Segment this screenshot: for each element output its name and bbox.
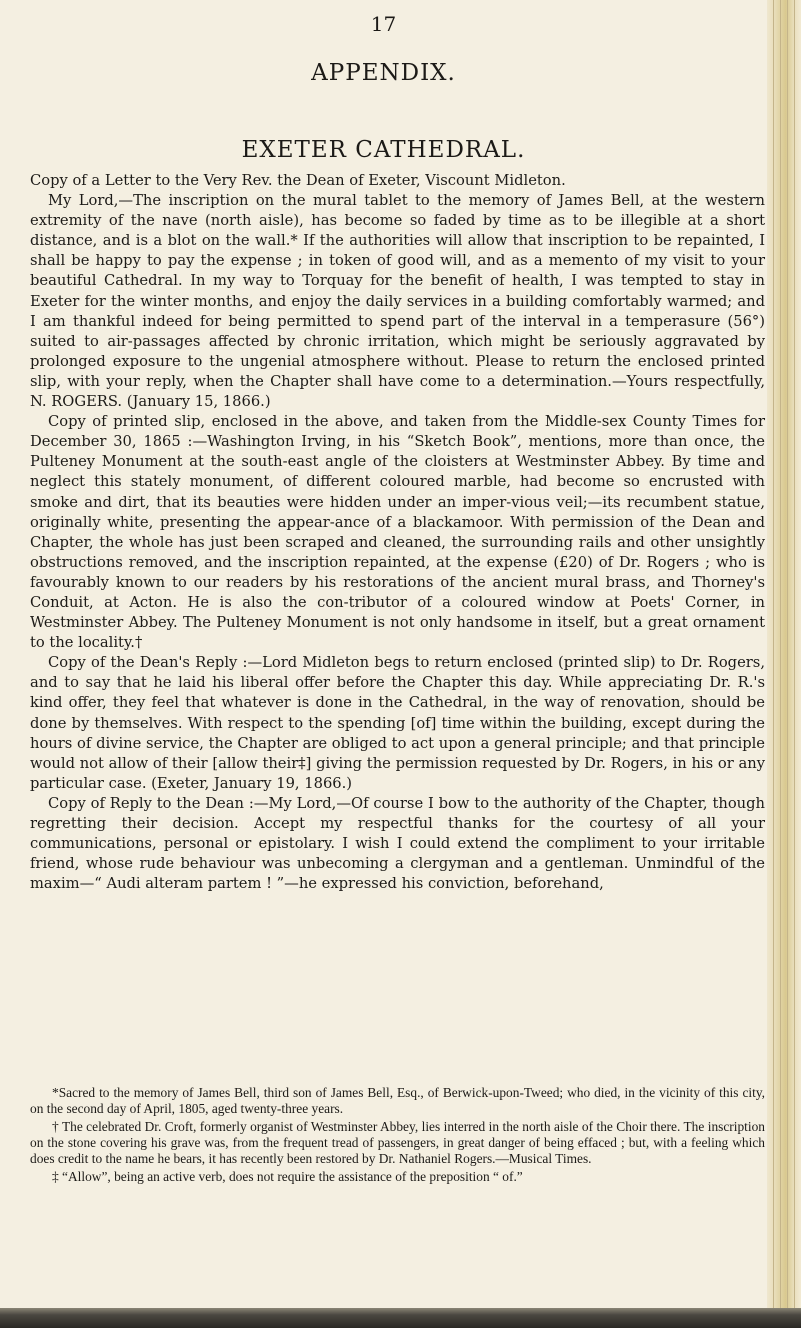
footnote-star: *Sacred to the memory of James Bell, third son of James Bell, Esq., of Berwick-upon-Tweed; who died, in the vicinity of this city, on the second day of April, 1805, aged twenty-three years. (30, 1085, 765, 1116)
page-fold-edge (767, 0, 801, 1328)
paragraph-printed-slip: Copy of printed slip, enclosed in the above, and taken from the Middle-sex County Times for December 30, 1865 :—Washington Irving, in his “Sketch Book”, mentions, more than once, the Pulteney Monument at the south-east angle of the cloisters at Westminster Abbey. By time and neglect this stately monument, of different coloured marble, had become so encrusted with smoke and dirt, that its beauties were hidden under an imper-vious veil;—its recumbent statue, originally white, presenting the appear-ance of a blackamoor. With permission of the Dean and Chapter, the whole has just been scraped and cleaned, the surrounding rails and other unsightly obstructions removed, and the inscription repainted, at the expense (£20) of Dr. Rogers ; who is favourably known to our readers by his restorations of the ancient mural brass, and Thorney's Conduit, at Acton. He is also the con-tributor of a coloured window at Poets' Corner, in Westminster Abbey. The Pulteney Monument is not only handsome in itself, but a great ornament to the locality.† (30, 413, 765, 652)
page-bottom-shadow (0, 1308, 801, 1328)
page-number: 17 (370, 12, 397, 36)
paragraph-letter-heading: Copy of a Letter to the Very Rev. the Dean of Exeter, Viscount Midleton. (30, 172, 566, 189)
body-text (30, 171, 765, 894)
paragraph-dean-reply: Copy of the Dean's Reply :—Lord Midleton begs to return enclosed (printed slip) to Dr. Rogers, and to say that he laid his liberal offer before the Chapter this day. While appreciating Dr. R.'s kind offer, they feel that whatever is done in the Cathedral, in the way of renovation, should be done by themselves. With respect to the spending [of] time within the building, except during the hours of divine service, the Chapter are obliged to act upon a general principle; and that principle would not allow of their [allow their‡] giving the permission requested by Dr. Rogers, in his or any particular case. (Exeter, January 19, 1866.) (30, 654, 765, 792)
footnotes (30, 1085, 765, 1187)
section-title: EXETER CATHEDRAL. (241, 137, 526, 163)
paragraph-reply-to-dean: Copy of Reply to the Dean :—My Lord,—Of course I bow to the authority of the Chapter, though regretting their decision. Accept my respectful thanks for the courtesy of all your communications, personal or epistolary. I wish I could extend the compliment to your irritable friend, whose rude behaviour was unbecoming a clergyman and a gentleman. Unmindful of the maxim—“ Audi alteram partem ! ”—he expressed his conviction, beforehand, (30, 794, 765, 893)
footnote-double-dagger: ‡ “Allow”, being an active verb, does not require the assistance of the preposition “ of.” (52, 1169, 523, 1184)
footnote-dagger: † The celebrated Dr. Croft, formerly organist of Westminster Abbey, lies interred in the north aisle of the Choir there. The inscription on the stone covering his grave was, from the frequent tread of passengers, in great danger of being effaced ; but, with a feeling which does credit to the name he bears, it has recently been restored by Dr. Nathaniel Rogers.—Musical Times. (30, 1119, 765, 1166)
appendix-heading: APPENDIX. (311, 60, 456, 86)
paragraph-letter: My Lord,—The inscription on the mural tablet to the memory of James Bell, at the western extremity of the nave (north aisle), has become so faded by time as to be illegible at a short distance, and is a blot on the wall.* If the authorities will allow that inscription to be repainted, I shall be happy to pay the expense ; in token of good will, and as a memento of my visit to your beautiful Cathedral. In my way to Torquay for the benefit of health, I was tempted to stay in Exeter for the winter months, and enjoy the daily services in a building comfortably warmed; and I am thankful indeed for being permitted to spend part of the interval in a temperasure (56°) suited to air-passages affected by chronic irritation, which might be seriously aggravated by prolonged exposure to the ungenial atmosphere without. Please to return the enclosed printed slip, with your reply, when the Chapter shall have come to a determination.—Yours respectfully, N. ROGERS. (January 15, 1866.) (30, 192, 765, 411)
